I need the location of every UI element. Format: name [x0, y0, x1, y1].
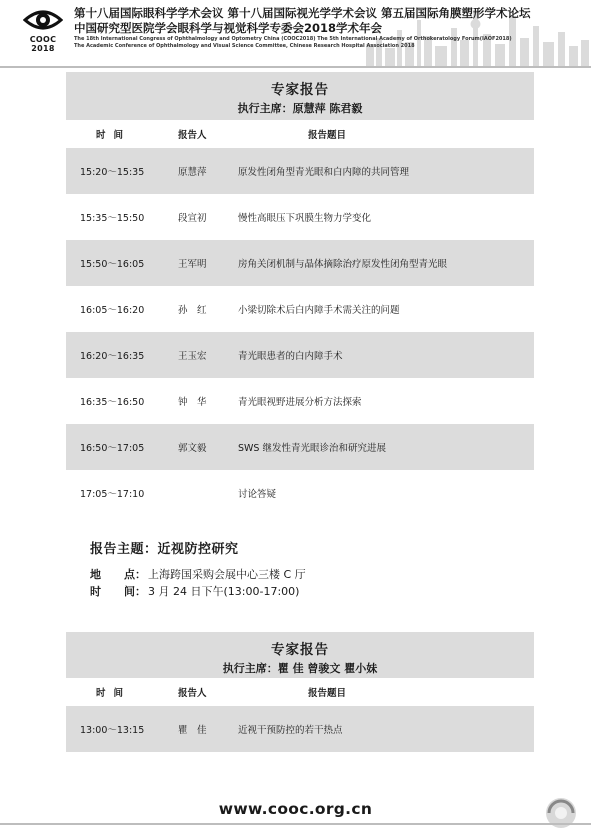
table-row [66, 706, 534, 752]
panel-chair: 执行主席：原慧萍 陈君毅 [237, 102, 363, 115]
logo-text: COOC 2018 [29, 35, 57, 53]
table-row [66, 332, 534, 378]
expert-report-panel-2 [66, 632, 534, 752]
table-row [66, 424, 534, 470]
time-label-a: 时 [90, 585, 101, 598]
row-topic: 房角关闭机制与晶体摘除治疗原发性闭角型青光眼 [238, 259, 448, 270]
time-label [90, 583, 148, 600]
row-topic: SWS 继发性青光眼诊治和研究进展 [238, 443, 386, 454]
footer-divider [0, 823, 591, 825]
row-speaker: 王军明 [178, 259, 207, 270]
panel-header [66, 72, 534, 120]
session-info [90, 538, 306, 600]
col-topic-header: 报告题目 [308, 688, 347, 699]
row-time: 17:05～17:10 [80, 489, 145, 500]
panel-title: 专家报告 [271, 642, 329, 658]
column-headers [66, 678, 534, 706]
table-row [66, 286, 534, 332]
row-time: 16:35～16:50 [80, 397, 145, 408]
conference-title-en2: The Academic Conference of Ophthalmology and Visual Science Committee, Chinese Research Hospital Association 2018 [74, 43, 415, 49]
row-topic: 青光眼视野进展分析方法探索 [238, 397, 362, 408]
table-row [66, 194, 534, 240]
expert-report-panel-1 [66, 72, 534, 516]
row-time: 16:05～16:20 [80, 305, 145, 316]
table-row [66, 148, 534, 194]
row-speaker: 瞿 佳 [178, 725, 207, 736]
row-speaker: 孙 红 [178, 305, 207, 316]
eye-logo-icon [23, 6, 63, 34]
row-time: 16:50～17:05 [80, 443, 145, 454]
conference-title-line2: 中国研究型医院学会眼科学与视觉科学专委会2018学术年会 [74, 21, 383, 35]
row-speaker: 段宣初 [178, 213, 207, 224]
row-speaker: 郭文毅 [178, 443, 207, 454]
schedule-rows [66, 706, 534, 752]
time-line [90, 583, 306, 600]
row-speaker: 原慧萍 [178, 167, 207, 178]
header-divider [0, 66, 591, 68]
row-topic: 近视干预防控的若干热点 [238, 725, 343, 736]
location-line [90, 566, 306, 583]
conference-titles [74, 6, 574, 50]
location-value: 上海跨国采购会展中心三楼 C 厅 [148, 568, 306, 581]
row-speaker: 钟 华 [178, 397, 207, 408]
row-topic: 小梁切除术后白内障手术需关注的问题 [238, 305, 400, 316]
column-headers [66, 120, 534, 148]
row-time: 15:35～15:50 [80, 213, 145, 224]
table-row [66, 470, 534, 516]
panel-chair: 执行主席：瞿 佳 曾骏文 瞿小妹 [222, 662, 378, 675]
row-time: 16:20～16:35 [80, 351, 145, 362]
table-row [66, 378, 534, 424]
conference-title-line1: 第十八届国际眼科学学术会议 第十八届国际视光学学术会议 第五届国际角膜塑形学术论坛 [74, 6, 531, 20]
table-row [66, 240, 534, 286]
conference-title-en1: The 18th International Congress of Ophthalmology and Optometry China (COOC2018) The 5th International Academy of Orthokeratology Forum(IAOF2018) [74, 36, 512, 42]
col-topic-header: 报告题目 [308, 130, 347, 141]
page-header [0, 0, 591, 70]
col-time-header: 时间 [96, 688, 132, 699]
row-time: 13:00～13:15 [80, 725, 145, 736]
col-time-header: 时间 [96, 130, 132, 141]
location-label-a: 地 [90, 568, 101, 581]
row-topic: 讨论答疑 [238, 489, 277, 500]
cooc-logo [20, 6, 66, 53]
panel-header [66, 632, 534, 678]
footer-website: www.cooc.org.cn [218, 800, 373, 818]
panel-title: 专家报告 [271, 82, 329, 98]
col-speaker-header: 报告人 [178, 130, 207, 141]
schedule-rows [66, 148, 534, 516]
time-value: 3 月 24 日下午(13:00-17:00) [148, 585, 300, 598]
row-time: 15:50～16:05 [80, 259, 145, 270]
row-topic: 青光眼患者的白内障手术 [238, 351, 343, 362]
row-topic: 原发性闭角型青光眼和白内障的共同管理 [238, 167, 410, 178]
location-label [90, 566, 148, 583]
session-title: 报告主题：近视防控研究 [90, 542, 239, 557]
row-topic: 慢性高眼压下巩膜生物力学变化 [238, 213, 372, 224]
row-speaker: 王玉宏 [178, 351, 207, 362]
time-label-b: 间： [124, 585, 146, 598]
row-time: 15:20～15:35 [80, 167, 145, 178]
location-label-b: 点： [124, 568, 146, 581]
col-speaker-header: 报告人 [178, 688, 207, 699]
